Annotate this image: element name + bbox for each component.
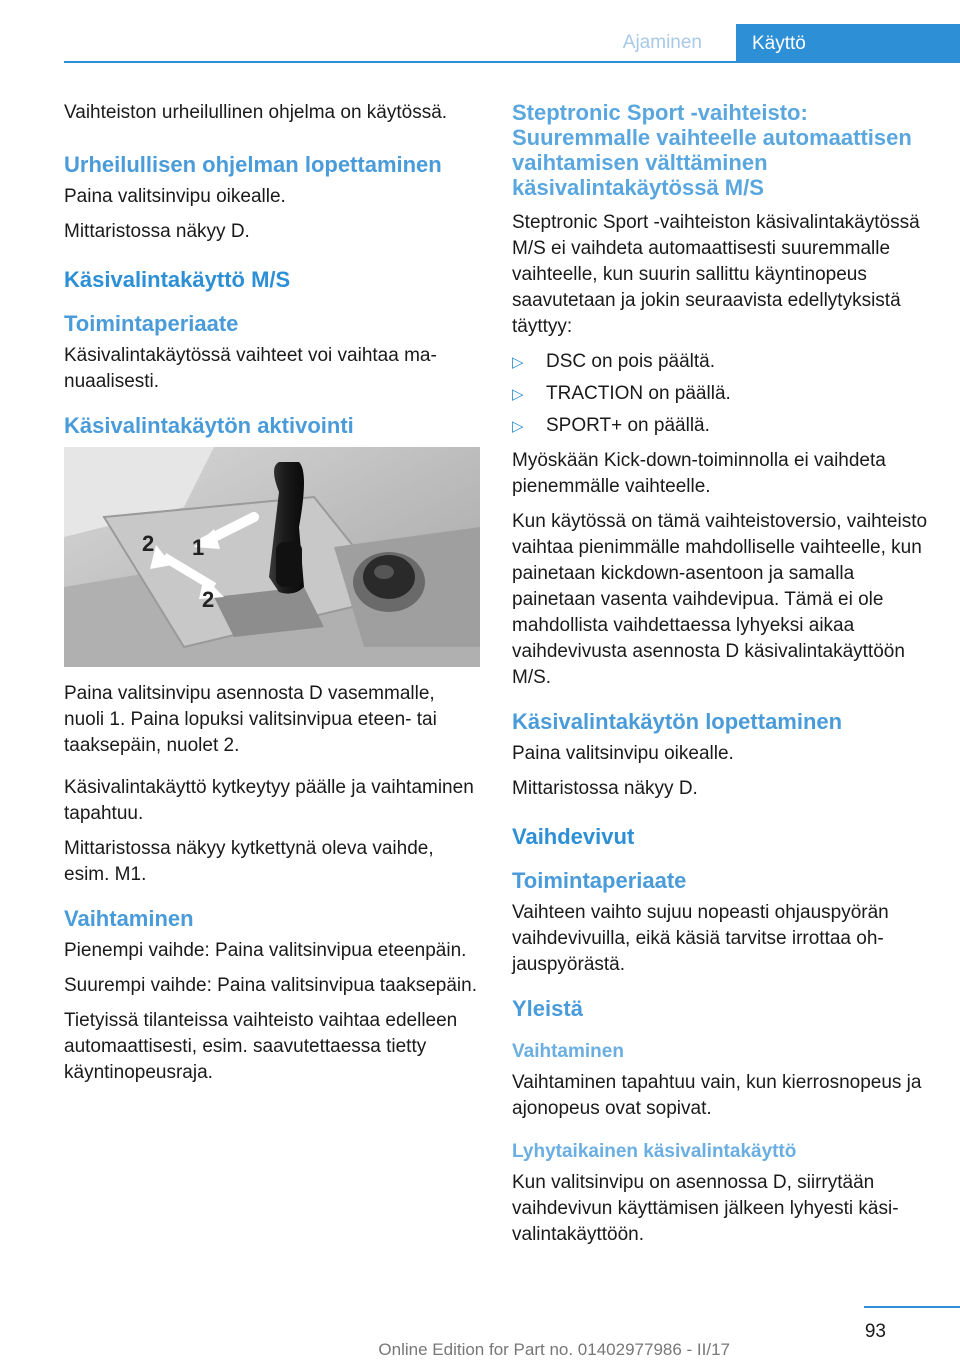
intro-text: Vaihteiston urheilullinen ohjelma on käytössä. <box>64 102 448 123</box>
version-text: Kun käytössä on tämä vaihteistoversio, vaihteisto vaihtaa pienimmälle mahdolliselle vaihteelle, kun painetaan kickdown-asentoon ja samalla painetaan vasenta vaihdevipua. Tämä ei ole mahdollista vaihdettaessa lyhyeksi aikaa vaihdevivusta asennosta D käsivalintakäyttöön M/S. <box>512 511 928 688</box>
sport-end-text-1: Paina valitsinvipu oikealle. <box>64 186 286 207</box>
steptronic-text: Steptronic Sport -vaihteiston käsivalintakäytössä M/S ei vaihdeta automaattisesti suuremmalle vaihteelle, kun suurin sallittu käyntinopeus saavutetaan ja jokin seuraavista edellytyksistä täyttyy: <box>512 212 920 337</box>
heading-paddles: Vaihdevivut <box>512 824 635 849</box>
condition-list <box>512 349 928 439</box>
activate-text-2: Käsivalintakäyttö kytkeytyy päälle ja vaihtaminen tapahtuu. <box>64 777 474 824</box>
heading-manual-end: Käsivalintakäytön lopettaminen <box>512 709 843 734</box>
edition-text: Online Edition for Part no. 01402977986 - II/17 <box>378 1340 730 1359</box>
shift-text-1: Pienempi vaihde: Paina valitsinvipua eteenpäin. <box>64 940 467 961</box>
heading-manual: Käsivalintakäyttö M/S <box>64 267 291 292</box>
footer-rule <box>864 1306 960 1308</box>
heading-shift-2: Vaihtaminen <box>512 1041 624 1062</box>
triangle-bullet-icon: ▷ <box>512 386 524 403</box>
activate-text-1: Paina valitsinvipu asennosta D vasemmalle, nuoli 1. Paina lopuksi valitsinvipua eteen- tai taaksepäin, nuolet 2. <box>64 683 437 756</box>
list-item: ▷ SPORT+ on päällä. <box>512 413 928 439</box>
manual-end-text-1: Paina valitsinvipu oikealle. <box>512 743 734 764</box>
figure-label-2b: 2 <box>202 587 215 612</box>
kickdown-text: Myöskään Kick-down-toiminnolla ei vaihdeta pienemmälle vaihteelle. <box>512 450 886 497</box>
sport-end-text-2: Mittaristossa näkyy D. <box>64 221 250 242</box>
short-manual-text: Kun valitsinvipu on asennossa D, siirrytään vaihdevivun käyttämisen jälkeen lyhyesti käsivalintakäyttöön. <box>512 1172 899 1245</box>
heading-principle-2: Toimintaperiaate <box>512 868 687 893</box>
paddles-text: Vaihteen vaihto sujuu nopeasti ohjauspyörän vaihdevivuilla, eikä käsiä tarvitse irrottaa ohjauspyörästä. <box>512 902 889 975</box>
shift2-text: Vaihtaminen tapahtuu vain, kun kierrosnopeus ja ajonopeus ovat sopivat. <box>512 1072 922 1119</box>
activate-text-3: Mittaristossa näkyy kytkettynä oleva vaihde, esim. M1. <box>64 838 434 885</box>
heading-general: Yleistä <box>512 996 583 1021</box>
principle-text: Käsivalintakäytössä vaihteet voi vaihtaa manuaalisesti. <box>64 345 437 392</box>
list-item: ▷ TRACTION on päällä. <box>512 381 928 407</box>
heading-activate: Käsivalintakäytön aktivointi <box>64 413 354 438</box>
shift-text-3: Tietyissä tilanteissa vaihteisto vaihtaa edelleen automaattisesti, esim. saavutettaessa tietty käyntinopeusraja. <box>64 1010 458 1083</box>
triangle-bullet-icon: ▷ <box>512 354 524 371</box>
left-column <box>64 100 480 1095</box>
triangle-bullet-icon: ▷ <box>512 418 524 435</box>
manual-end-text-2: Mittaristossa näkyy D. <box>512 778 698 799</box>
list-item: ▷ DSC on pois päältä. <box>512 349 928 375</box>
page-number: 93 <box>864 1321 886 1342</box>
heading-steptronic: Steptronic Sport -vaihteisto: Suuremmalle vaihteelle automaattisen vaihtamisen välttäminen käsivalintakäytössä M/S <box>512 100 912 200</box>
heading-sport-end: Urheilullisen ohjelman lopettaminen <box>64 152 442 177</box>
heading-shift: Vaihtaminen <box>64 906 194 931</box>
shift-text-2: Suurempi vaihde: Paina valitsinvipua taaksepäin. <box>64 975 477 996</box>
gear-selector-figure <box>64 447 480 667</box>
heading-short-manual: Lyhytaikainen käsivalintakäyttö <box>512 1141 797 1162</box>
heading-principle: Toimintaperiaate <box>64 311 239 336</box>
header-rule <box>64 61 960 63</box>
page-header <box>0 24 960 62</box>
header-tab: Käyttö <box>736 24 960 63</box>
right-column <box>512 100 928 1257</box>
figure-label-1: 1 <box>192 535 205 560</box>
figure-label-2a: 2 <box>142 531 155 556</box>
header-section: Ajaminen <box>622 32 702 53</box>
